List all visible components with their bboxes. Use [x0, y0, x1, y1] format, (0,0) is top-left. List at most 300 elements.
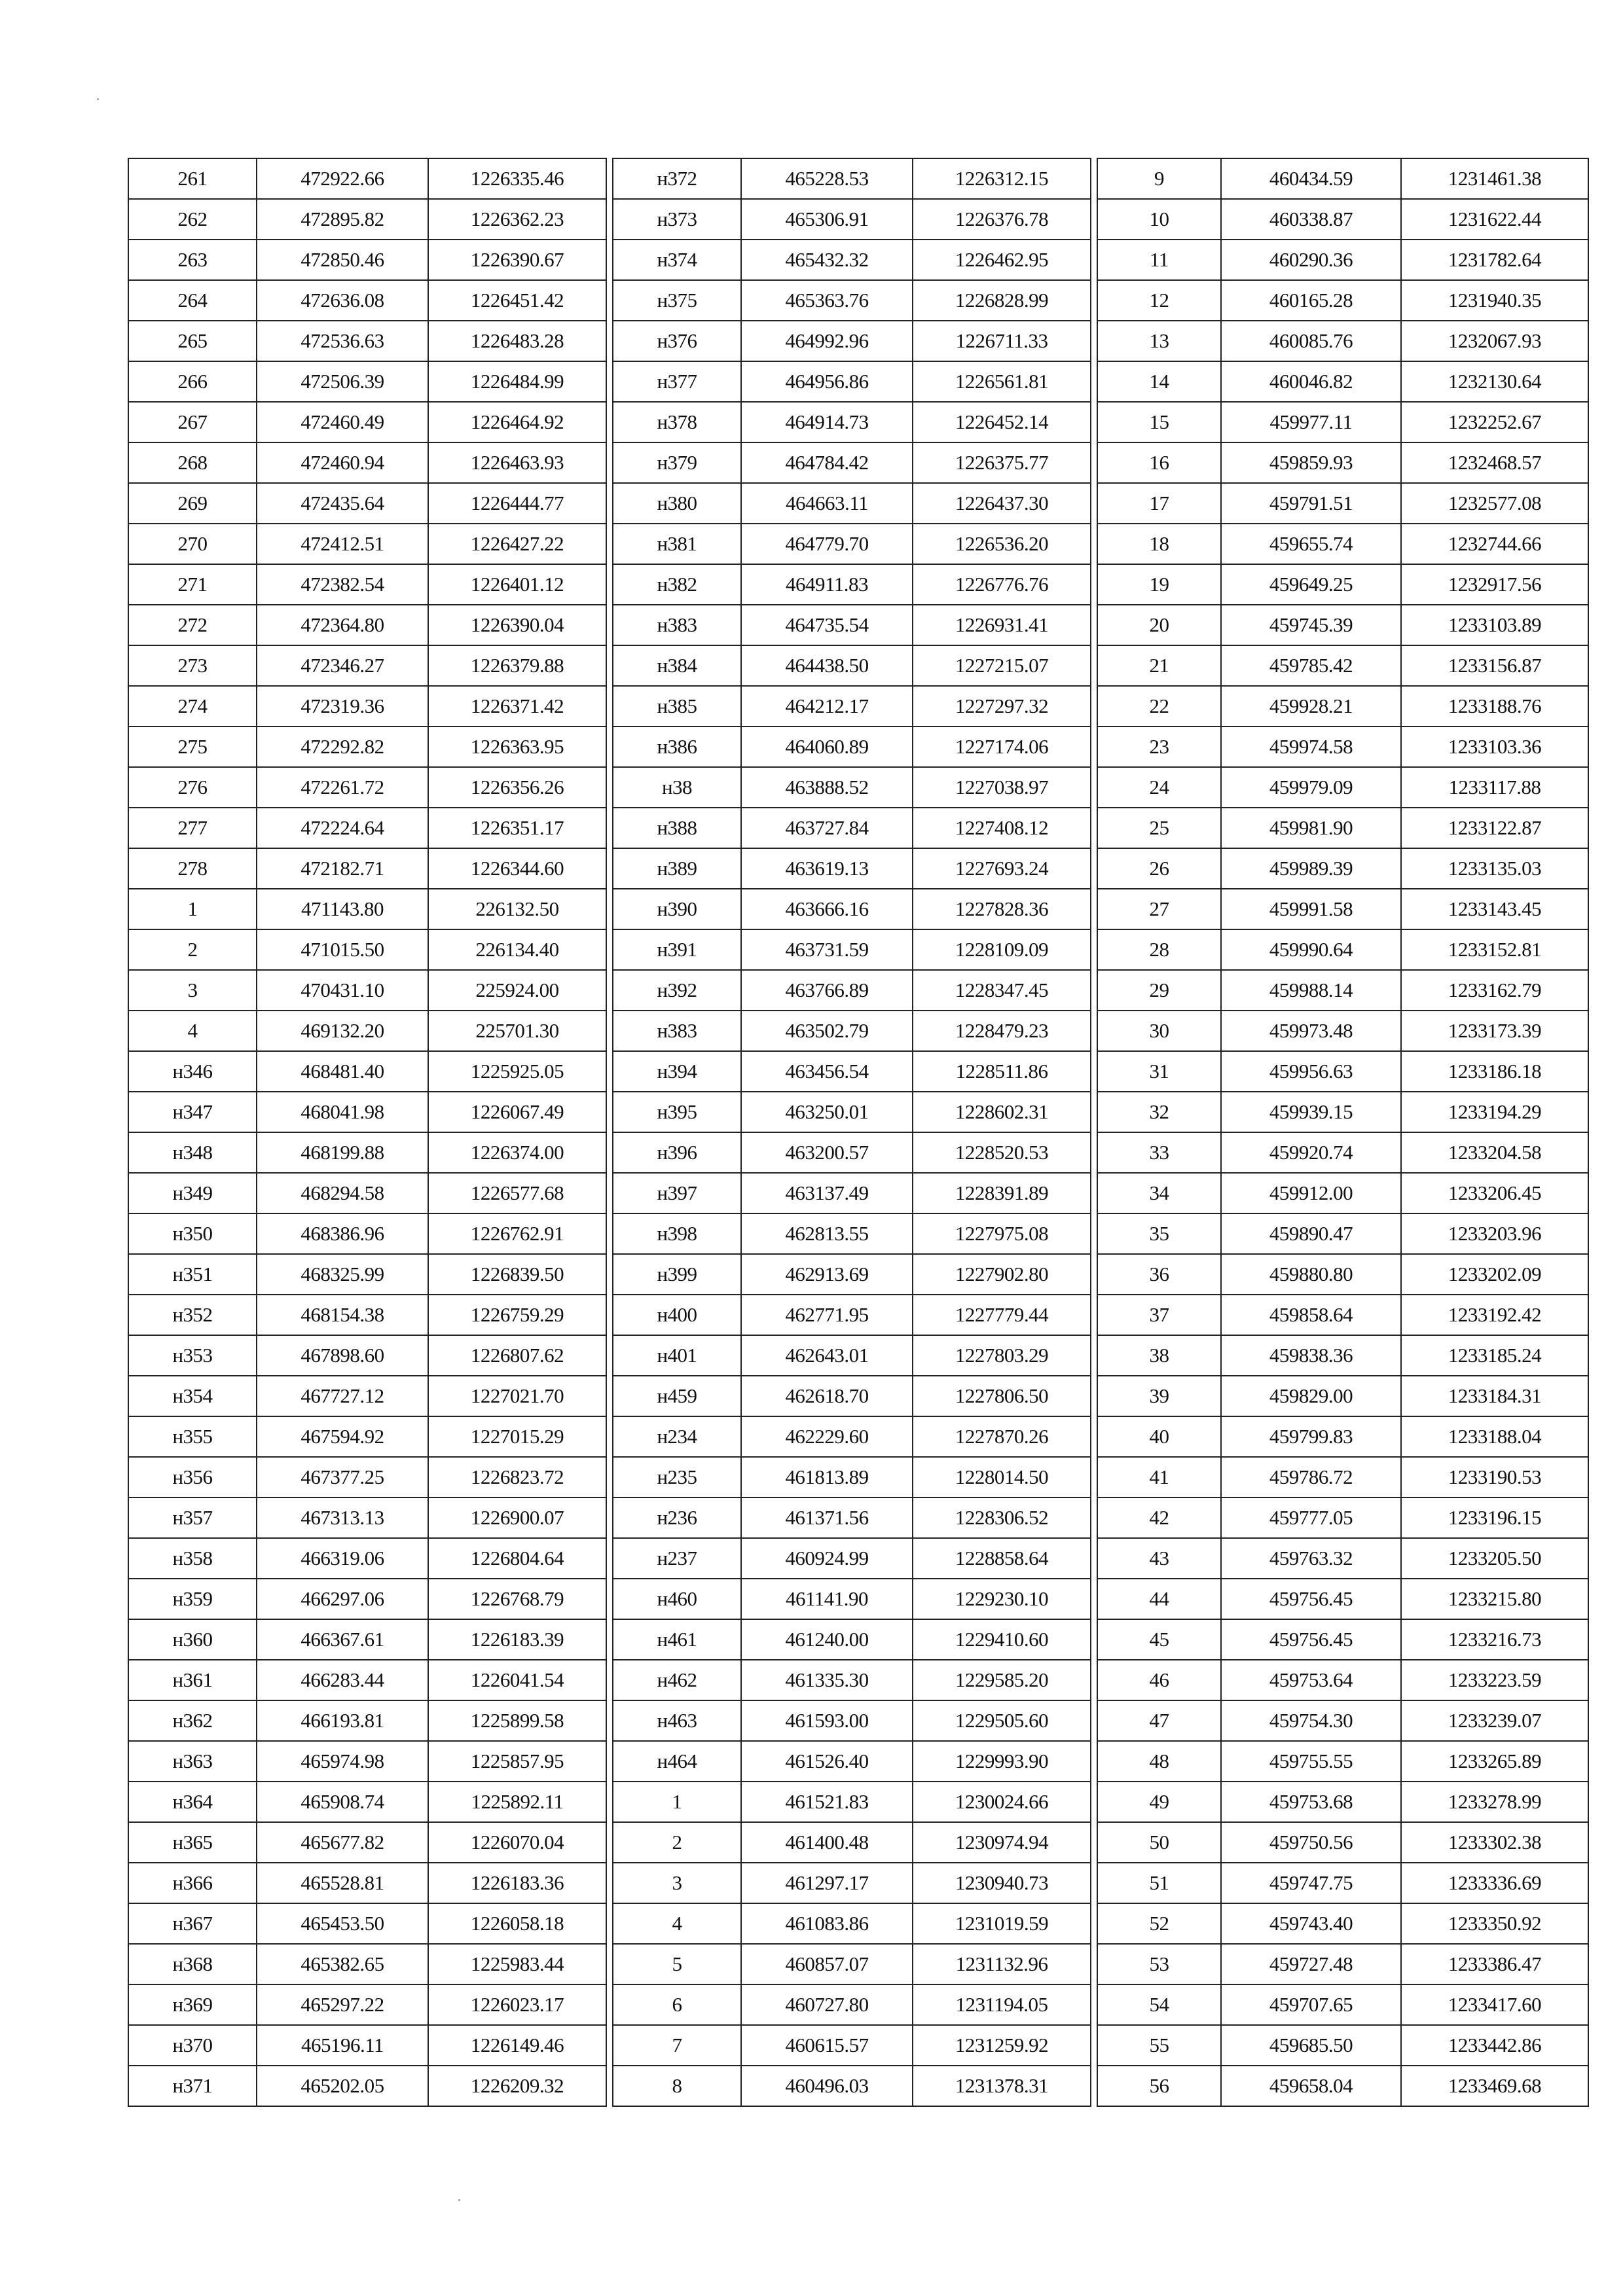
- point-number-cell: 265: [128, 321, 257, 361]
- y-coordinate-cell: 1226379.88: [428, 645, 606, 686]
- y-coordinate-cell: 1226335.46: [428, 158, 606, 199]
- table-row: [1097, 726, 1588, 767]
- point-number-cell: 43: [1097, 1538, 1221, 1579]
- y-coordinate-cell: 1226762.91: [428, 1213, 606, 1254]
- table-row: [613, 1416, 1091, 1457]
- x-coordinate-cell: 460085.76: [1221, 321, 1401, 361]
- x-coordinate-cell: 464212.17: [741, 686, 913, 726]
- table-row: [613, 1660, 1091, 1700]
- point-number-cell: н347: [128, 1092, 257, 1132]
- table-row: [1097, 1822, 1588, 1863]
- x-coordinate-cell: 459928.21: [1221, 686, 1401, 726]
- point-number-cell: н349: [128, 1173, 257, 1213]
- x-coordinate-cell: 472922.66: [257, 158, 428, 199]
- point-number-cell: н372: [613, 158, 741, 199]
- x-coordinate-cell: 465306.91: [741, 199, 913, 240]
- y-coordinate-cell: 1227174.06: [913, 726, 1091, 767]
- x-coordinate-cell: 468481.40: [257, 1051, 428, 1092]
- x-coordinate-cell: 459990.64: [1221, 929, 1401, 970]
- x-coordinate-cell: 472292.82: [257, 726, 428, 767]
- x-coordinate-cell: 464438.50: [741, 645, 913, 686]
- table-row: [613, 1051, 1091, 1092]
- y-coordinate-cell: 1226374.00: [428, 1132, 606, 1173]
- table-row: [1097, 280, 1588, 321]
- table-row: [1097, 1335, 1588, 1376]
- x-coordinate-cell: 464914.73: [741, 402, 913, 442]
- x-coordinate-cell: 459658.04: [1221, 2066, 1401, 2106]
- table-row: [613, 1173, 1091, 1213]
- y-coordinate-cell: 1226452.14: [913, 402, 1091, 442]
- table-row: [613, 2025, 1091, 2066]
- x-coordinate-cell: 471015.50: [257, 929, 428, 970]
- table-row: [613, 1984, 1091, 2025]
- point-number-cell: 53: [1097, 1944, 1221, 1984]
- table-row: [1097, 2025, 1588, 2066]
- table-row: [613, 1822, 1091, 1863]
- point-number-cell: 2: [128, 929, 257, 970]
- point-number-cell: н366: [128, 1863, 257, 1903]
- point-number-cell: 27: [1097, 889, 1221, 929]
- table-row: [128, 2066, 606, 2106]
- x-coordinate-cell: 472182.71: [257, 848, 428, 889]
- x-coordinate-cell: 461297.17: [741, 1863, 913, 1903]
- x-coordinate-cell: 464784.42: [741, 442, 913, 483]
- x-coordinate-cell: 463137.49: [741, 1173, 913, 1213]
- y-coordinate-cell: 1226484.99: [428, 361, 606, 402]
- table-row: [128, 483, 606, 524]
- y-coordinate-cell: 1226362.23: [428, 199, 606, 240]
- table-row: [1097, 686, 1588, 726]
- table-row: [128, 1051, 606, 1092]
- table-row: [128, 1700, 606, 1741]
- point-number-cell: н460: [613, 1579, 741, 1619]
- x-coordinate-cell: 472435.64: [257, 483, 428, 524]
- point-number-cell: н236: [613, 1498, 741, 1538]
- x-coordinate-cell: 467898.60: [257, 1335, 428, 1376]
- table-row: [128, 1984, 606, 2025]
- table-row: [128, 889, 606, 929]
- x-coordinate-cell: 462643.01: [741, 1335, 913, 1376]
- y-coordinate-cell: 1229230.10: [913, 1579, 1091, 1619]
- y-coordinate-cell: 1232577.08: [1401, 483, 1588, 524]
- table-row: [1097, 1538, 1588, 1579]
- y-coordinate-cell: 1226390.67: [428, 240, 606, 280]
- point-number-cell: 32: [1097, 1092, 1221, 1132]
- table-row: [613, 483, 1091, 524]
- y-coordinate-cell: 1231622.44: [1401, 199, 1588, 240]
- point-number-cell: н363: [128, 1741, 257, 1782]
- y-coordinate-cell: 1226067.49: [428, 1092, 606, 1132]
- table-row: [613, 2066, 1091, 2106]
- y-coordinate-cell: 225701.30: [428, 1011, 606, 1051]
- point-number-cell: 10: [1097, 199, 1221, 240]
- table-row: [613, 361, 1091, 402]
- table-row: [613, 686, 1091, 726]
- x-coordinate-cell: 459763.32: [1221, 1538, 1401, 1579]
- x-coordinate-cell: 463766.89: [741, 970, 913, 1011]
- y-coordinate-cell: 1229410.60: [913, 1619, 1091, 1660]
- table-row: [613, 1254, 1091, 1295]
- table-row: [613, 1011, 1091, 1051]
- y-coordinate-cell: 1227828.36: [913, 889, 1091, 929]
- x-coordinate-cell: 459859.93: [1221, 442, 1401, 483]
- x-coordinate-cell: 462813.55: [741, 1213, 913, 1254]
- point-number-cell: 3: [128, 970, 257, 1011]
- table-row: [128, 524, 606, 564]
- point-number-cell: 6: [613, 1984, 741, 2025]
- table-row: [1097, 605, 1588, 645]
- y-coordinate-cell: 1226931.41: [913, 605, 1091, 645]
- x-coordinate-cell: 472364.80: [257, 605, 428, 645]
- table-row: [613, 1863, 1091, 1903]
- y-coordinate-cell: 1233239.07: [1401, 1700, 1588, 1741]
- y-coordinate-cell: 1226183.36: [428, 1863, 606, 1903]
- x-coordinate-cell: 459727.48: [1221, 1944, 1401, 1984]
- y-coordinate-cell: 1227021.70: [428, 1376, 606, 1416]
- y-coordinate-cell: 1231940.35: [1401, 280, 1588, 321]
- y-coordinate-cell: 1226839.50: [428, 1254, 606, 1295]
- y-coordinate-cell: 1233192.42: [1401, 1295, 1588, 1335]
- table-row: [613, 442, 1091, 483]
- table-row: [1097, 767, 1588, 808]
- point-number-cell: 22: [1097, 686, 1221, 726]
- x-coordinate-cell: 459920.74: [1221, 1132, 1401, 1173]
- x-coordinate-cell: 459981.90: [1221, 808, 1401, 848]
- y-coordinate-cell: 1232917.56: [1401, 564, 1588, 605]
- y-coordinate-cell: 1226376.78: [913, 199, 1091, 240]
- y-coordinate-cell: 1233143.45: [1401, 889, 1588, 929]
- y-coordinate-cell: 1233103.89: [1401, 605, 1588, 645]
- y-coordinate-cell: 1226451.42: [428, 280, 606, 321]
- point-number-cell: 278: [128, 848, 257, 889]
- y-coordinate-cell: 1225892.11: [428, 1782, 606, 1822]
- table-row: [1097, 240, 1588, 280]
- x-coordinate-cell: 459753.64: [1221, 1660, 1401, 1700]
- y-coordinate-cell: 1226463.93: [428, 442, 606, 483]
- table-row: [613, 726, 1091, 767]
- y-coordinate-cell: 1229993.90: [913, 1741, 1091, 1782]
- y-coordinate-cell: 1231019.59: [913, 1903, 1091, 1944]
- table-row: [128, 1457, 606, 1498]
- point-number-cell: 33: [1097, 1132, 1221, 1173]
- point-number-cell: 48: [1097, 1741, 1221, 1782]
- table-row: [1097, 158, 1588, 199]
- table-row: [1097, 1051, 1588, 1092]
- point-number-cell: 3: [613, 1863, 741, 1903]
- coordinates-table-2: [612, 158, 1091, 2107]
- point-number-cell: н379: [613, 442, 741, 483]
- point-number-cell: н464: [613, 1741, 741, 1782]
- point-number-cell: н351: [128, 1254, 257, 1295]
- x-coordinate-cell: 459838.36: [1221, 1335, 1401, 1376]
- point-number-cell: 8: [613, 2066, 741, 2106]
- x-coordinate-cell: 459977.11: [1221, 402, 1401, 442]
- point-number-cell: 25: [1097, 808, 1221, 848]
- y-coordinate-cell: 1226375.77: [913, 442, 1091, 483]
- table-row: [128, 1498, 606, 1538]
- y-coordinate-cell: 1228306.52: [913, 1498, 1091, 1538]
- x-coordinate-cell: 460165.28: [1221, 280, 1401, 321]
- x-coordinate-cell: 460727.80: [741, 1984, 913, 2025]
- y-coordinate-cell: 1226427.22: [428, 524, 606, 564]
- point-number-cell: 277: [128, 808, 257, 848]
- x-coordinate-cell: 465528.81: [257, 1863, 428, 1903]
- point-number-cell: 28: [1097, 929, 1221, 970]
- x-coordinate-cell: 459979.09: [1221, 767, 1401, 808]
- point-number-cell: н391: [613, 929, 741, 970]
- table-row: [128, 808, 606, 848]
- x-coordinate-cell: 464735.54: [741, 605, 913, 645]
- y-coordinate-cell: 1226070.04: [428, 1822, 606, 1863]
- x-coordinate-cell: 471143.80: [257, 889, 428, 929]
- point-number-cell: 36: [1097, 1254, 1221, 1295]
- y-coordinate-cell: 1231194.05: [913, 1984, 1091, 2025]
- point-number-cell: 16: [1097, 442, 1221, 483]
- table-row: [1097, 361, 1588, 402]
- y-coordinate-cell: 1226828.99: [913, 280, 1091, 321]
- x-coordinate-cell: 461400.48: [741, 1822, 913, 1863]
- point-number-cell: 263: [128, 240, 257, 280]
- point-number-cell: н384: [613, 645, 741, 686]
- table-row: [1097, 199, 1588, 240]
- table-row: [128, 564, 606, 605]
- table-row: [128, 361, 606, 402]
- table-row: [128, 1011, 606, 1051]
- x-coordinate-cell: 459754.30: [1221, 1700, 1401, 1741]
- y-coordinate-cell: 1226344.60: [428, 848, 606, 889]
- y-coordinate-cell: 1227902.80: [913, 1254, 1091, 1295]
- y-coordinate-cell: 1232130.64: [1401, 361, 1588, 402]
- point-number-cell: 40: [1097, 1416, 1221, 1457]
- point-number-cell: н370: [128, 2025, 257, 2066]
- point-number-cell: 51: [1097, 1863, 1221, 1903]
- x-coordinate-cell: 465974.98: [257, 1741, 428, 1782]
- point-number-cell: н369: [128, 1984, 257, 2025]
- point-number-cell: н378: [613, 402, 741, 442]
- y-coordinate-cell: 1228479.23: [913, 1011, 1091, 1051]
- y-coordinate-cell: 1227215.07: [913, 645, 1091, 686]
- point-number-cell: н373: [613, 199, 741, 240]
- x-coordinate-cell: 464779.70: [741, 524, 913, 564]
- x-coordinate-cell: 463456.54: [741, 1051, 913, 1092]
- x-coordinate-cell: 459786.72: [1221, 1457, 1401, 1498]
- point-number-cell: 37: [1097, 1295, 1221, 1335]
- y-coordinate-cell: 1226209.32: [428, 2066, 606, 2106]
- table-row: [1097, 1782, 1588, 1822]
- x-coordinate-cell: 468325.99: [257, 1254, 428, 1295]
- y-coordinate-cell: 1230024.66: [913, 1782, 1091, 1822]
- y-coordinate-cell: 1233185.24: [1401, 1335, 1588, 1376]
- x-coordinate-cell: 464992.96: [741, 321, 913, 361]
- y-coordinate-cell: 1226577.68: [428, 1173, 606, 1213]
- y-coordinate-cell: 1226776.76: [913, 564, 1091, 605]
- x-coordinate-cell: 459777.05: [1221, 1498, 1401, 1538]
- point-number-cell: 47: [1097, 1700, 1221, 1741]
- x-coordinate-cell: 463619.13: [741, 848, 913, 889]
- point-number-cell: 261: [128, 158, 257, 199]
- table-row: [1097, 1944, 1588, 1984]
- y-coordinate-cell: 1232468.57: [1401, 442, 1588, 483]
- table-row: [128, 442, 606, 483]
- table-row: [1097, 1863, 1588, 1903]
- table-row: [613, 1944, 1091, 1984]
- y-coordinate-cell: 1226437.30: [913, 483, 1091, 524]
- y-coordinate-cell: 1233122.87: [1401, 808, 1588, 848]
- x-coordinate-cell: 459912.00: [1221, 1173, 1401, 1213]
- y-coordinate-cell: 1233278.99: [1401, 1782, 1588, 1822]
- x-coordinate-cell: 460857.07: [741, 1944, 913, 1984]
- x-coordinate-cell: 465908.74: [257, 1782, 428, 1822]
- x-coordinate-cell: 469132.20: [257, 1011, 428, 1051]
- point-number-cell: 274: [128, 686, 257, 726]
- table-row: [128, 686, 606, 726]
- table-row: [1097, 1984, 1588, 2025]
- table-row: [613, 808, 1091, 848]
- point-number-cell: 1: [613, 1782, 741, 1822]
- point-number-cell: н383: [613, 1011, 741, 1051]
- table-row: [613, 564, 1091, 605]
- point-number-cell: 12: [1097, 280, 1221, 321]
- point-number-cell: н463: [613, 1700, 741, 1741]
- point-number-cell: 266: [128, 361, 257, 402]
- y-coordinate-cell: 1226041.54: [428, 1660, 606, 1700]
- table-row: [128, 929, 606, 970]
- point-number-cell: 26: [1097, 848, 1221, 889]
- table-row: [128, 1944, 606, 1984]
- y-coordinate-cell: 1226759.29: [428, 1295, 606, 1335]
- table-row: [1097, 321, 1588, 361]
- point-number-cell: 9: [1097, 158, 1221, 199]
- point-number-cell: н354: [128, 1376, 257, 1416]
- y-coordinate-cell: 1233117.88: [1401, 767, 1588, 808]
- x-coordinate-cell: 465677.82: [257, 1822, 428, 1863]
- x-coordinate-cell: 465297.22: [257, 1984, 428, 2025]
- y-coordinate-cell: 1233469.68: [1401, 2066, 1588, 2106]
- table-row: [128, 1660, 606, 1700]
- point-number-cell: 273: [128, 645, 257, 686]
- y-coordinate-cell: 1233184.31: [1401, 1376, 1588, 1416]
- y-coordinate-cell: 1233135.03: [1401, 848, 1588, 889]
- x-coordinate-cell: 459756.45: [1221, 1579, 1401, 1619]
- point-number-cell: н356: [128, 1457, 257, 1498]
- point-number-cell: н371: [128, 2066, 257, 2106]
- point-number-cell: н235: [613, 1457, 741, 1498]
- y-coordinate-cell: 1227693.24: [913, 848, 1091, 889]
- table-row: [1097, 1092, 1588, 1132]
- x-coordinate-cell: 463502.79: [741, 1011, 913, 1051]
- y-coordinate-cell: 1232252.67: [1401, 402, 1588, 442]
- table-row: [1097, 1579, 1588, 1619]
- y-coordinate-cell: 1226058.18: [428, 1903, 606, 1944]
- x-coordinate-cell: 472319.36: [257, 686, 428, 726]
- y-coordinate-cell: 1233223.59: [1401, 1660, 1588, 1700]
- table-row: [1097, 1700, 1588, 1741]
- point-number-cell: 23: [1097, 726, 1221, 767]
- point-number-cell: н360: [128, 1619, 257, 1660]
- x-coordinate-cell: 461083.86: [741, 1903, 913, 1944]
- point-number-cell: 31: [1097, 1051, 1221, 1092]
- point-number-cell: н346: [128, 1051, 257, 1092]
- point-number-cell: 4: [128, 1011, 257, 1051]
- coordinates-table-3: [1097, 158, 1589, 2107]
- x-coordinate-cell: 460924.99: [741, 1538, 913, 1579]
- x-coordinate-cell: 461335.30: [741, 1660, 913, 1700]
- x-coordinate-cell: 459799.83: [1221, 1416, 1401, 1457]
- point-number-cell: 30: [1097, 1011, 1221, 1051]
- point-number-cell: 13: [1097, 321, 1221, 361]
- point-number-cell: н234: [613, 1416, 741, 1457]
- y-coordinate-cell: 1233162.79: [1401, 970, 1588, 1011]
- y-coordinate-cell: 1233417.60: [1401, 1984, 1588, 2025]
- y-coordinate-cell: 1225925.05: [428, 1051, 606, 1092]
- table-row: [613, 767, 1091, 808]
- y-coordinate-cell: 1231461.38: [1401, 158, 1588, 199]
- x-coordinate-cell: 461593.00: [741, 1700, 913, 1741]
- table-row: [1097, 2066, 1588, 2106]
- point-number-cell: 41: [1097, 1457, 1221, 1498]
- point-number-cell: 267: [128, 402, 257, 442]
- x-coordinate-cell: 462913.69: [741, 1254, 913, 1295]
- point-number-cell: 264: [128, 280, 257, 321]
- point-number-cell: н394: [613, 1051, 741, 1092]
- x-coordinate-cell: 467594.92: [257, 1416, 428, 1457]
- table-row: [1097, 1295, 1588, 1335]
- table-row: [128, 1173, 606, 1213]
- x-coordinate-cell: 464956.86: [741, 361, 913, 402]
- y-coordinate-cell: 1226807.62: [428, 1335, 606, 1376]
- y-coordinate-cell: 1232067.93: [1401, 321, 1588, 361]
- point-number-cell: н386: [613, 726, 741, 767]
- table-row: [613, 605, 1091, 645]
- point-number-cell: н368: [128, 1944, 257, 1984]
- point-number-cell: н355: [128, 1416, 257, 1457]
- table-row: [128, 240, 606, 280]
- point-number-cell: 7: [613, 2025, 741, 2066]
- x-coordinate-cell: 459685.50: [1221, 2025, 1401, 2066]
- table-row: [128, 280, 606, 321]
- point-number-cell: н392: [613, 970, 741, 1011]
- table-row: [128, 970, 606, 1011]
- table-row: [1097, 645, 1588, 686]
- table-row: [1097, 1498, 1588, 1538]
- table-row: [128, 767, 606, 808]
- point-number-cell: 276: [128, 767, 257, 808]
- table-row: [128, 1863, 606, 1903]
- x-coordinate-cell: 461371.56: [741, 1498, 913, 1538]
- x-coordinate-cell: 467313.13: [257, 1498, 428, 1538]
- table-row: [1097, 889, 1588, 929]
- x-coordinate-cell: 459655.74: [1221, 524, 1401, 564]
- x-coordinate-cell: 460290.36: [1221, 240, 1401, 280]
- table-row: [1097, 1619, 1588, 1660]
- y-coordinate-cell: 225924.00: [428, 970, 606, 1011]
- y-coordinate-cell: 1226312.15: [913, 158, 1091, 199]
- y-coordinate-cell: 1226401.12: [428, 564, 606, 605]
- point-number-cell: н397: [613, 1173, 741, 1213]
- x-coordinate-cell: 465196.11: [257, 2025, 428, 2066]
- x-coordinate-cell: 459649.25: [1221, 564, 1401, 605]
- y-coordinate-cell: 1233215.80: [1401, 1579, 1588, 1619]
- point-number-cell: н362: [128, 1700, 257, 1741]
- table-row: [613, 1457, 1091, 1498]
- table-row: [1097, 442, 1588, 483]
- x-coordinate-cell: 472895.82: [257, 199, 428, 240]
- point-number-cell: н38: [613, 767, 741, 808]
- point-number-cell: н382: [613, 564, 741, 605]
- y-coordinate-cell: 1232744.66: [1401, 524, 1588, 564]
- point-number-cell: 1: [128, 889, 257, 929]
- y-coordinate-cell: 1233302.38: [1401, 1822, 1588, 1863]
